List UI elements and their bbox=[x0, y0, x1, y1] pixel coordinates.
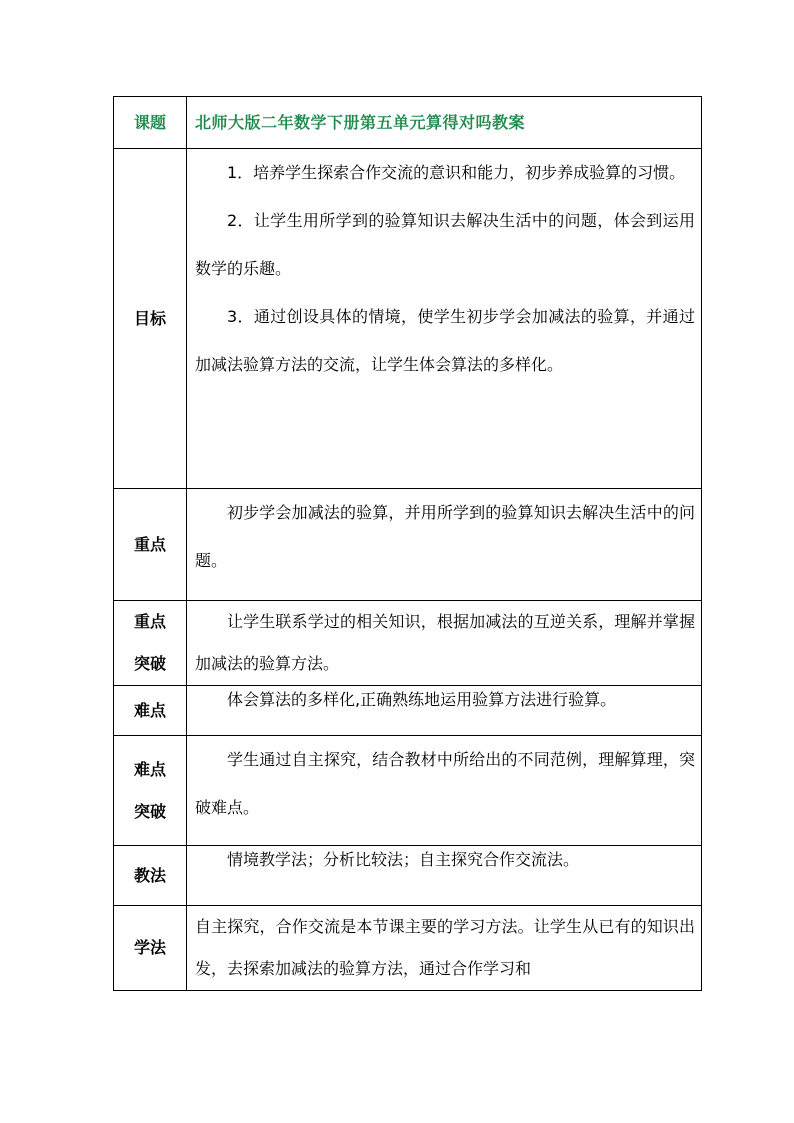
key-point-row bbox=[114, 489, 702, 601]
difficulty-text: 体会算法的多样化,正确熟练地运用验算方法进行验算。 bbox=[227, 690, 617, 709]
key-point-content bbox=[187, 489, 702, 601]
learning-method-text: 自主探究，合作交流是本节课主要的学习方法。让学生从已有的知识出发，去探索加减法的验算方法，通过合作学习和 bbox=[195, 917, 695, 978]
teaching-method-text: 情境教学法；分析比较法；自主探究合作交流法。 bbox=[227, 850, 580, 869]
teaching-method-row bbox=[114, 846, 702, 906]
objective-item-1: 1．培养学生探索合作交流的意识和能力，初步养成验算的习惯。 bbox=[227, 163, 686, 182]
key-breakthrough-row bbox=[114, 601, 702, 686]
title-row bbox=[114, 97, 702, 149]
key-point-text: 初步学会加减法的验算，并用所学到的验算知识去解决生活中的问题。 bbox=[195, 503, 695, 570]
key-point-label: 重点 bbox=[114, 489, 187, 601]
objective-item-3: 3．通过创设具体的情境，使学生初步学会加减法的验算，并通过加减法验算方法的交流，让学生体会算法的多样化。 bbox=[195, 307, 695, 374]
learning-method-label: 学法 bbox=[114, 906, 187, 991]
difficulty-breakthrough-label bbox=[114, 736, 187, 846]
objectives-label: 目标 bbox=[114, 149, 187, 489]
lesson-title: 北师大版二年数学下册第五单元算得对吗教案 bbox=[187, 97, 702, 149]
key-breakthrough-content bbox=[187, 601, 702, 686]
difficulty-breakthrough-label-line2: 突破 bbox=[133, 801, 166, 821]
difficulty-row bbox=[114, 686, 702, 736]
objective-item-2: 2．让学生用所学到的验算知识去解决生活中的问题，体会到运用数学的乐趣。 bbox=[195, 211, 695, 278]
difficulty-content bbox=[187, 686, 702, 736]
difficulty-breakthrough-content bbox=[187, 736, 702, 846]
objectives-content bbox=[187, 149, 702, 489]
learning-method-row bbox=[114, 906, 702, 991]
teaching-method-content bbox=[187, 846, 702, 906]
title-label: 课题 bbox=[114, 97, 187, 149]
lesson-plan-table bbox=[113, 96, 702, 991]
difficulty-label: 难点 bbox=[114, 686, 187, 736]
difficulty-breakthrough-label-line1: 难点 bbox=[133, 759, 166, 779]
key-breakthrough-label-line1: 重点 bbox=[133, 612, 166, 631]
difficulty-breakthrough-text: 学生通过自主探究，结合教材中所给出的不同范例，理解算理，突破难点。 bbox=[195, 750, 695, 817]
learning-method-content bbox=[187, 906, 702, 991]
key-breakthrough-text: 让学生联系学过的相关知识，根据加减法的互逆关系，理解并掌握加减法的验算方法。 bbox=[195, 612, 695, 673]
key-breakthrough-label-line2: 突破 bbox=[133, 654, 166, 673]
teaching-method-label: 教法 bbox=[114, 846, 187, 906]
objectives-row bbox=[114, 149, 702, 489]
key-breakthrough-label bbox=[114, 601, 187, 686]
difficulty-breakthrough-row bbox=[114, 736, 702, 846]
